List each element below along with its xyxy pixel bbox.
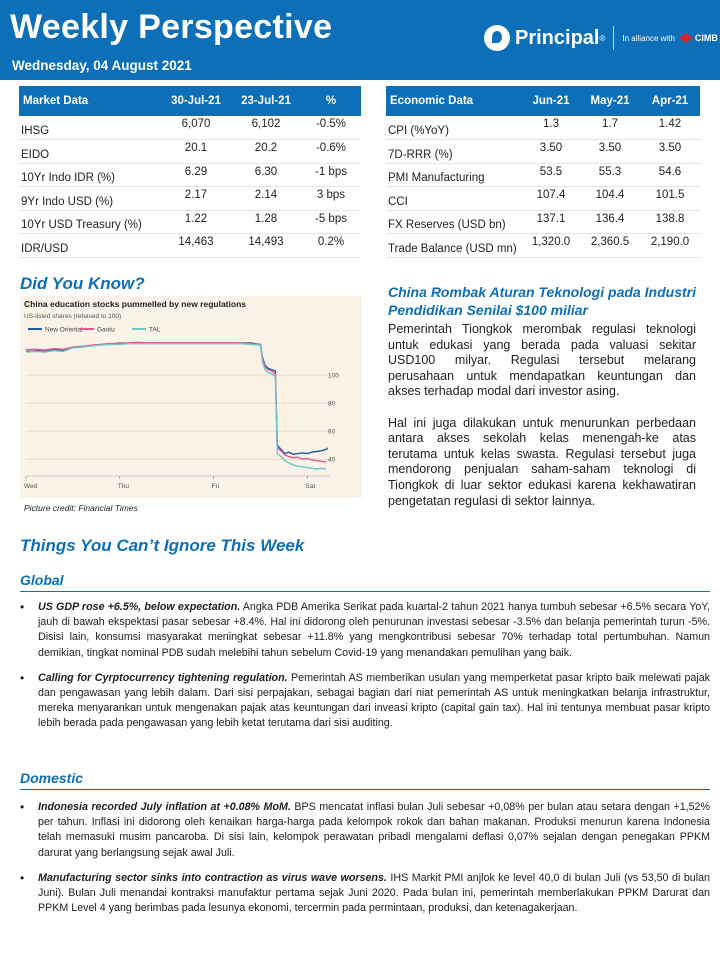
article-paragraph: Pemerintah Tiongkok merombak regulasi teknologi untuk edukasi yang berada pada valuasi sekitar USD100 milyar. Regulasi tersebut melarang perusahaan untuk mendapatkan keuntungan dan akses terhadap modal dari investor asing. [388,322,696,399]
picture-credit: Picture credit: Financial Times [24,503,138,513]
article-paragraph: Hal ini juga dilakukan untuk menurunkan perbedaan antara akses sekolah kelas menengah-ke atas terutama untuk kelas swasta. Regulasi tersebut juga mendorong penjualan saham-saham teknologi di Tiongkok di luar sektor edukasi karena kekhawatiran pengetatan regulasi di sektor lainnya. [388,415,696,508]
alliance-text: In alliance with [622,33,675,43]
logo-wordmark: Principal [515,26,600,49]
econ-row-label: PMI Manufacturing [386,163,522,187]
domestic-news-item [20,871,710,917]
issue-date: Wednesday, 04 August 2021 [12,58,192,73]
news-text: Angka PDB Amerika Serikat pada kuartal-2 tahun 2021 hanya tumbuh sebesar +6.5% secara YoY, jauh di bawah ekspektasi pasar sebesar +8.4%. Hal ini didorong oleh penurunan investasi sebesar -3.5% dan belanja pemerintah turun -5%. Disisi lain, konsumsi masyarakat meningkat sebesar +11.8% yang mengkontribusi sebesar 70% terhadap total pertumbuhan. Namun demikian, tingkat nominal PDB sudah melebihi tahun sebelum Covid-19 yang menandakan pemulihan yang baik. [38,601,711,659]
market-cell: 6.29 [161,163,231,187]
economic-data-table [386,86,700,258]
x-tick-label: Fri [211,483,220,490]
econ-col-header: Apr-21 [640,86,700,116]
market-cell: -5 bps [301,210,361,234]
market-cell: 6.30 [231,163,301,187]
global-news-item [20,671,710,732]
header-banner [0,0,720,80]
market-table-header [19,86,361,116]
legend-label: Gaotu [97,326,115,334]
market-col-header: 23-Jul-21 [231,86,301,116]
logo-divider [613,26,614,50]
market-row-label: 10Yr USD Treasury (%) [19,210,161,234]
econ-row [386,234,700,258]
market-col-header: Market Data [19,86,161,116]
econ-cell: 136.4 [580,210,640,234]
econ-cell: 55.3 [580,163,640,187]
market-cell: 14,463 [161,234,231,258]
market-row [19,163,361,187]
econ-row [386,140,700,164]
market-cell: 1.22 [161,210,231,234]
partner-name: CIMB [694,33,718,43]
econ-cell: 3.50 [640,140,700,164]
econ-table-header [386,86,700,116]
legend-label: New Oriental [45,326,83,334]
did-you-know-title: Did You Know? [20,274,145,293]
domestic-news-item [20,800,710,861]
econ-cell: 1.42 [640,116,700,140]
econ-cell: 1,320.0 [522,234,580,258]
news-text: IHS Markit PMI anjlok ke level 40,0 di bulan Juli (vs 53,50 di bulan Juni). Bulan Juli menandai kontraksi manufaktur pertama sejak Juni 2020. Pada bulan ini, pemerintah memberlakukan PPKM Darurat dan PPKM Level 4 yang berimbas pada lesunya ekonomi, tercermin pada permintaan, produksi, dan ketenagakerjaan. [38,871,710,915]
legend-label: TAL [149,326,161,334]
line-chart [20,296,362,498]
chart-subtitle: US-listed shares (rebased to 100) [24,313,122,320]
market-row [19,116,361,140]
news-headline: Calling for Cyrptocurrency tightening regulation. [38,671,288,684]
econ-cell: 54.6 [640,163,700,187]
article-title: China Rombak Aturan Teknologi pada Industri Pendidikan Senilai $100 miliar [388,284,696,318]
econ-row [386,116,700,140]
x-tick-label: Wed [24,483,38,490]
market-cell: 14,493 [231,234,301,258]
series-line-new-oriental [26,343,328,454]
econ-cell: 2,190.0 [640,234,700,258]
econ-row [386,187,700,211]
global-divider [20,591,710,592]
econ-cell: 3.50 [580,140,640,164]
econ-col-header: Jun-21 [522,86,580,116]
econ-row [386,210,700,234]
econ-cell: 137.1 [522,210,580,234]
news-headline: Manufacturing sector sinks into contraction as virus wave worsens. [38,871,387,884]
chart-panel [20,296,362,498]
market-row [19,234,361,258]
market-col-header: 30-Jul-21 [161,86,231,116]
market-col-header: % [301,86,361,116]
market-cell: -1 bps [301,163,361,187]
news-headline: US GDP rose +6.5%, below expectation. [38,601,241,613]
econ-col-header: Economic Data [386,86,522,116]
market-data-table [19,86,361,258]
domestic-divider [20,789,710,790]
econ-cell: 53.5 [522,163,580,187]
things-section-title: Things You Can’t Ignore This Week [20,536,305,555]
market-cell: 20.1 [161,140,231,164]
y-tick-label: 80 [328,400,336,408]
econ-cell: 1.7 [580,116,640,140]
x-tick-label: Sat [305,483,316,490]
news-headline: Indonesia recorded July inflation at +0.08% MoM. [38,801,291,813]
econ-row-label: CPI (%YoY) [386,116,522,140]
econ-cell: 1.3 [522,116,580,140]
econ-row [386,163,700,187]
market-cell: 2.14 [231,187,301,211]
page-title: Weekly Perspective [10,8,333,46]
market-cell: -0.5% [301,116,361,140]
market-cell: 1.28 [231,210,301,234]
news-text: BPS mencatat inflasi bulan Juli sebesar +0,08% per bulan atau setara dengan +1,52% per tahun. Inflasi ini didorong oleh kenaikan harga-harga pada kelompok rokok dan bahan makanan. Produksi menurun karena Indonesia telah memasuki musim pancaroba. Di sisi lain, kelompok perawatan pribadi mengalami deflasi 0,07% sejalan dengan penegakan PPKM darurat yang berlangsung sejak awal Juli. [38,801,710,859]
market-cell: 6,070 [161,116,231,140]
market-row-label: 10Yr Indo IDR (%) [19,163,161,187]
market-row-label: IHSG [19,116,161,140]
econ-cell: 138.8 [640,210,700,234]
y-tick-label: 40 [328,456,336,464]
market-cell: 0.2% [301,234,361,258]
econ-cell: 107.4 [522,187,580,211]
domestic-news-list [20,800,710,926]
x-tick-label: Thu [117,483,129,490]
market-row-label: IDR/USD [19,234,161,258]
market-cell: 6,102 [231,116,301,140]
market-cell: -0.6% [301,140,361,164]
market-cell: 20.2 [231,140,301,164]
market-row [19,210,361,234]
market-row [19,140,361,164]
market-row-label: 9Yr Indo USD (%) [19,187,161,211]
econ-row-label: CCI [386,187,522,211]
article-body [388,322,696,525]
global-news-item [20,600,710,661]
global-section-title: Global [20,572,64,588]
y-tick-label: 60 [328,428,336,436]
market-row-label: EIDO [19,140,161,164]
market-cell: 3 bps [301,187,361,211]
logo-registered: ® [599,33,606,43]
econ-cell: 3.50 [522,140,580,164]
econ-row-label: 7D-RRR (%) [386,140,522,164]
cimb-mark-icon [679,33,693,43]
market-row [19,187,361,211]
news-text: Pemerintah AS memberikan usulan yang memperketat pasar kripto baik melewati pajak dan pengawasan yang lebih dalam. Dari sisi perpajakan, sebagai bagian dari niat pemerintah AS untuk meningkatkan belanja infrastruktur, mereka menyarankan untuk mengenakan pajak atas keuntungan dari inveasi kripto (capital gain tax). Hal ini tentunya membuat pasar kripto lebih berada pada pengawasan yang lebih ketat terutama dari sisi auditing. [38,671,711,730]
principal-mark-icon [484,25,510,51]
econ-col-header: May-21 [580,86,640,116]
econ-row-label: FX Reserves (USD bn) [386,210,522,234]
global-news-list [20,600,710,742]
market-cell: 2.17 [161,187,231,211]
econ-cell: 104.4 [580,187,640,211]
chart-title: China education stocks pummelled by new regulations [24,299,246,309]
econ-row-label: Trade Balance (USD mn) [386,234,522,258]
principal-logo [484,20,718,56]
y-tick-label: 100 [328,372,339,380]
domestic-section-title: Domestic [20,770,84,786]
econ-cell: 2,360.5 [580,234,640,258]
econ-cell: 101.5 [640,187,700,211]
series-line-gaotu [26,342,326,462]
